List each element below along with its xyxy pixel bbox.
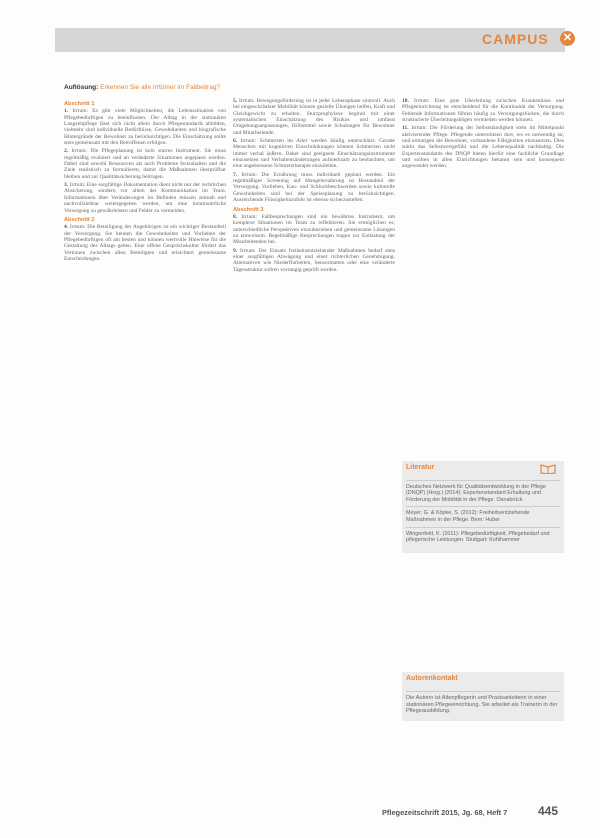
- answer-item: [64, 182, 226, 214]
- answer-number: 10.: [402, 98, 409, 104]
- answer-text: Irrtum: Der Einsatz freiheitsentziehender Maßnahmen bedarf stets einer sorgfältigen Abwägung und einer richterlichen Genehmigung. Alternativen wie Niederflurbetten, Sensormatten oder eine veränderte Tagesstruktur sollten vorrangig geprüft werden.: [233, 247, 395, 273]
- answer-item: [233, 138, 395, 170]
- answer-number: 7.: [233, 171, 238, 178]
- answer-number: 11.: [402, 125, 409, 132]
- literature-title: Literatur: [406, 464, 435, 471]
- answer-number: 8.: [233, 213, 238, 220]
- answer-number: 9.: [233, 247, 238, 254]
- answer-text: Irrtum: Die Beteiligung der Angehörigen ist ein wichtiger Bestandteil der Versorgung. Sie kennen die Gewohnheiten und Vorlieben der Pflegebedürftigen oft am besten und können wertvolle Hinweise für die Gestaltung des Alltags geben. Eine offene Gesprächskultur fördert das Vertrauen zwischen allen Beteiligten und erleichtert gemeinsame Entscheidungen.: [64, 224, 226, 262]
- answer-item: [402, 98, 564, 123]
- contact-text: Die Autorin ist Altenpflegerin und Praxisanleiterin in einer stationären Pflegeeinrichtung. Sie arbeitet als Trainerin in der Pflegeausbildung.: [406, 691, 560, 715]
- journal-citation: Pflegezeitschrift 2015, Jg. 68, Heft 7: [382, 808, 508, 817]
- answer-text: Irrtum: Schmerzen im Alter werden häufig unterschätzt. Gerade Menschen mit kognitiven Einschränkungen können Schmerzen nicht immer verbal äußern. Daher sind geeignete Einschätzungsinstrumente einzusetzen und Verhaltensänderungen aufmerksam zu beobachten, um eine angemessene Schmerztherapie einzuleiten.: [233, 138, 395, 170]
- answer-number: 1.: [64, 108, 69, 115]
- section-heading: Abschnitt 1: [64, 101, 95, 107]
- author-contact-box: [402, 672, 564, 721]
- answer-item: [233, 98, 395, 136]
- answer-item: [233, 214, 395, 246]
- answer-number: 4.: [64, 224, 69, 231]
- section-label: CAMPUS: [482, 31, 549, 47]
- answer-text: Irrtum: Die Förderung der Selbstständigkeit steht im Mittelpunkt aktivierender Pflege. Pflegende unterstützen dort, wo es notwendig ist, und ermutigen die Bewohner, vorhandene Fähigkeiten einzusetzen. Dies stärkt das Selbstwertgefühl und die Lebensqualität nachhaltig. Die Expertenstandards des DNQP bieten hierfür eine fachliche Grundlage und sollten in allen Einrichtungen bekannt sein und konsequent angewendet werden.: [402, 125, 564, 170]
- answer-item: [402, 125, 564, 169]
- x-badge-icon: ✕: [560, 31, 575, 46]
- column-2: [233, 98, 395, 753]
- answer-text: Irrtum: Bewegungsförderung ist in jeder Lebensphase sinnvoll. Auch bei eingeschränkter Mobilität können gezielte Übungen helfen, Kraft und Gleichgewicht zu erhalten. Sturzprophylaxe beginnt mit einer systematischen Einschätzung des Risikos und umfasst Umgebungsanpassungen, Hilfsmittel sowie Schulungen für Bewohner und Mitarbeitende.: [233, 98, 395, 136]
- answer-item: [64, 148, 226, 180]
- kicker-topic: Erkennen Sie alle Irrtümer im Fallbeitrag?: [100, 84, 221, 91]
- answer-number: 2.: [64, 148, 69, 155]
- answer-text: Irrtum: Eine gute Überleitung zwischen Krankenhaus und Pflegeeinrichtung ist entscheidend für die Kontinuität der Versorgung. Fehlende Informationen führen häufig zu Versorgungslücken, die durch strukturierte Überleitungsbögen vermieden werden können.: [402, 98, 564, 124]
- contact-title: Autorenkontakt: [406, 675, 458, 682]
- answer-number: 6.: [233, 138, 238, 145]
- answer-item: [233, 248, 395, 273]
- literature-entry: Wingenfeld, K. (2011): Pflegebedürftigkeit, Pflegebedarf und pflegerische Leistungen. Stuttgart: Kohlhammer: [406, 527, 560, 547]
- answer-item: [233, 172, 395, 204]
- answer-item: [64, 224, 226, 262]
- literature-entry: Meyer, G. & Köpke, S. (2012): Freiheitsentziehende Maßnahmen in der Pflege. Bern: Huber: [406, 506, 560, 526]
- answer-text: Irrtum: Eine sorgfältige Dokumentation dient nicht nur der rechtlichen Absicherung, sondern vor allem der Kommunikation im Team. Informationen über Veränderungen im Befinden müssen zeitnah und nachvollziehbar weitergegeben werden, um eine kontinuierliche Versorgung zu gewährleisten und Fehler zu vermeiden.: [64, 182, 226, 214]
- answer-text: Irrtum: Es gibt viele Möglichkeiten, die Lebenssituation von Pflegebedürftigen zu beeinflussen. Der Alltag in der stationären Langzeitpflege lässt sich nicht allein durch Pflegestandards abbilden, vielmehr sind individuelle Bedürfnisse, Gewohnheiten und biografische Hintergründe der Bewohner zu berücksichtigen. Die Einschätzung sollte stets gemeinsam mit den Betroffenen erfolgen.: [64, 108, 226, 147]
- kicker-label: Auflösung:: [64, 84, 99, 91]
- column-1: [64, 98, 226, 753]
- answer-number: 5.: [233, 98, 238, 104]
- section-heading: Abschnitt 3: [233, 206, 264, 213]
- book-icon: [540, 463, 556, 474]
- answer-text: Irrtum: Die Pflegeplanung ist kein starres Instrument. Sie muss regelmäßig evaluiert und an veränderte Situationen angepasst werden. Dabei sind sowohl Ressourcen als auch Probleme festzuhalten und die Ziele realistisch zu formulieren, damit die Maßnahmen überprüfbar bleiben und zur Qualitätssicherung beitragen.: [64, 148, 226, 180]
- literature-box: [402, 461, 564, 553]
- column-3: [402, 98, 564, 453]
- answer-text: Irrtum: Fallbesprechungen sind ein bewährtes Instrument, um komplexe Situationen im Team zu reflektieren. Sie ermöglichen es, unterschiedliche Perspektiven einzubeziehen und gemeinsame Lösungen zu entwickeln. Regelmäßige Besprechungen tragen zur Entlastung der Mitarbeitenden bei.: [233, 213, 395, 246]
- literature-entry: Deutsches Netzwerk für Qualitätsentwicklung in der Pflege (DNQP) (Hrsg.) (2014): Expertenstandard Erhaltung und Förderung der Mobilität in der Pflege. Osnabrück: [406, 480, 560, 507]
- answer-item: [64, 108, 226, 146]
- page-number: 445: [538, 804, 559, 818]
- answer-text: Irrtum: Die Ernährung muss individuell geplant werden. Ein regelmäßiges Screening auf Mangelernährung ist Bestandteil der Versorgung. Vorlieben, Kau- und Schluckbeschwerden sowie kulturelle Gewohnheiten sind bei der Speiseplanung zu berücksichtigen. Ausreichende Flüssigkeitszufuhr ist ebenso sicherzustellen.: [233, 171, 395, 204]
- section-heading: Abschnitt 2: [64, 216, 95, 223]
- answer-number: 3.: [64, 182, 69, 189]
- kicker: [64, 84, 220, 91]
